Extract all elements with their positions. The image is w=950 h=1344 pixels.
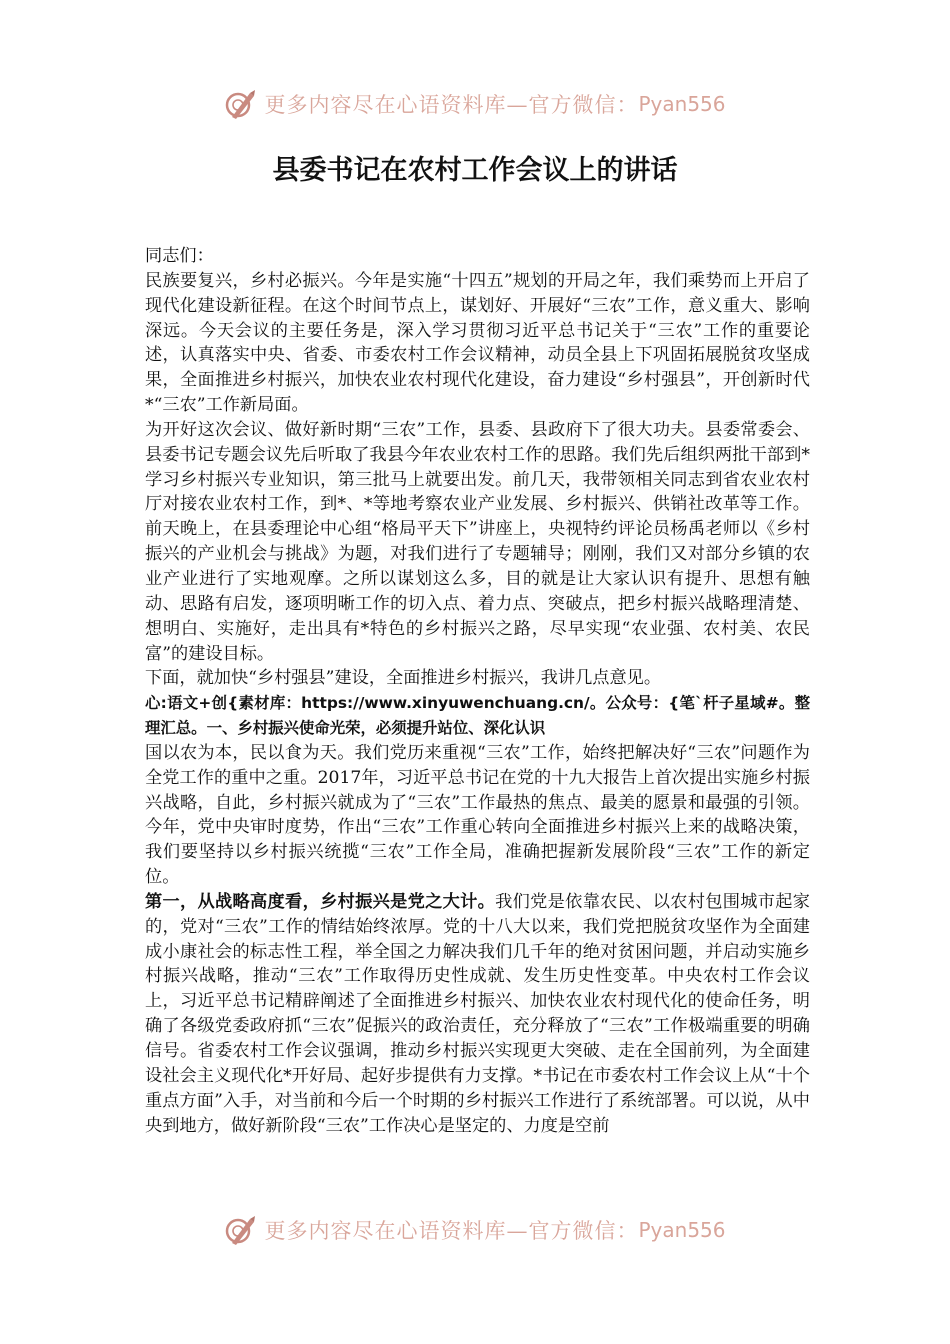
- paragraph-text: 我们党是依靠农民、以农村包围城市起家的，党对“三农”工作的情结始终浓厚。党的十八大以来，我们党把脱贫攻坚作为全面建成小康社会的标志性工程，举全国之力解决我们几千年的绝对贫困问题，并启动实施乡村振兴战略，推动“三农”工作取得历史性成就、发生历史性变革。中央农村工作会议上，习近平总书记精辟阐述了全面推进乡村振兴、加快农业农村现代化的使命任务，明确了各级党委政府抓“三农”促振兴的政治责任，充分释放了“三农”工作极端重要的明确信号。省委农村工作会议强调，推动乡村振兴实现更大突破、走在全国前列，为全面建设社会主义现代化*开好局、起好步提供有力支撑。*书记在市委农村工作会议上从“十个重点方面”入手，对当前和今后一个时期的乡村振兴工作进行了系统部署。可以说，从中央到地方，做好新阶段“三农”工作决心是坚定的、力度是空前: [145, 891, 810, 1136]
- pen-logo-icon: [224, 1213, 258, 1247]
- footer-watermark: [0, 1210, 950, 1250]
- paragraph: [145, 890, 810, 1138]
- source-note: 心:语文+创{素材库：https://www.xinyuwenchuang.cn/。公众号：{笔`杆子星域#。整理汇总。一、乡村振兴使命光荣，必须提升站位、深化认识: [145, 694, 810, 738]
- watermark-text: 更多内容尽在心语资料库—官方微信：: [264, 93, 639, 117]
- page-title: 县委书记在农村工作会议上的讲话: [272, 155, 678, 186]
- watermark-text: 更多内容尽在心语资料库—官方微信：: [264, 1219, 639, 1243]
- paragraph: 国以农为本，民以食为天。我们党历来重视“三农”工作，始终把解决好“三农”问题作为全党工作的重中之重。2017年，习近平总书记在党的十九大报告上首次提出实施乡村振兴战略，自此，乡村振兴就成为了“三农”工作最热的焦点、最美的愿景和最强的引领。今年，党中央审时度势，作出“三农”工作重心转向全面推进乡村振兴上来的战略决策，我们要坚持以乡村振兴统揽“三农”工作全局，准确把握新发展阶段“三农”工作的新定位。: [145, 742, 810, 888]
- paragraph: 下面，就加快“乡村强县”建设，全面推进乡村振兴，我讲几点意见。: [145, 668, 662, 689]
- pen-logo-icon: [224, 87, 258, 121]
- watermark-id: Pyan556: [638, 1218, 726, 1242]
- paragraph: 为开好这次会议、做好新时期“三农”工作，县委、县政府下了很大功夫。县委常委会、县委书记专题会议先后听取了我县今年农业农村工作的思路。我们先后组织两批干部到*学习乡村振兴专业知识，第三批马上就要出发。前几天，我带领相关同志到省农业农村厅对接农业农村工作，到*、*等地考察农业产业发展、乡村振兴、供销社改革等工作。前天晚上，在县委理论中心组“格局平天下”讲座上，央视特约评论员杨禹老师以《乡村振兴的产业机会与挑战》为题，对我们进行了专题辅导；刚刚，我们又对部分乡镇的农业产业进行了实地观摩。之所以谋划这么多，目的就是让大家认识有提升、思想有触动、思路有启发，逐项明晰工作的切入点、着力点、突破点，把乡村振兴战略理清楚、想明白、实施好，走出具有*特色的乡村振兴之路，尽早实现“农业强、农村美、农民富”的建设目标。: [145, 419, 810, 664]
- paragraph: 民族要复兴，乡村必振兴。今年是实施“十四五”规划的开局之年，我们乘势而上开启了现代化建设新征程。在这个时间节点上，谋划好、开展好“三农”工作，意义重大、影响深远。今天会议的主要任务是，深入学习贯彻习近平总书记关于“三农”工作的重要论述，认真落实中央、省委、市委农村工作会议精神，动员全县上下巩固拓展脱贫攻坚成果，全面推进乡村振兴，加快农业农村现代化建设，奋力建设“乡村强县”，开创新时代*“三农”工作新局面。: [145, 270, 810, 416]
- salutation: 同志们：: [145, 246, 214, 266]
- watermark-id: Pyan556: [638, 92, 726, 116]
- document-body: [145, 244, 810, 1138]
- paragraph-lead: 第一，从战略高度看，乡村振兴是党之大计。: [145, 891, 496, 912]
- header-watermark: [0, 84, 950, 124]
